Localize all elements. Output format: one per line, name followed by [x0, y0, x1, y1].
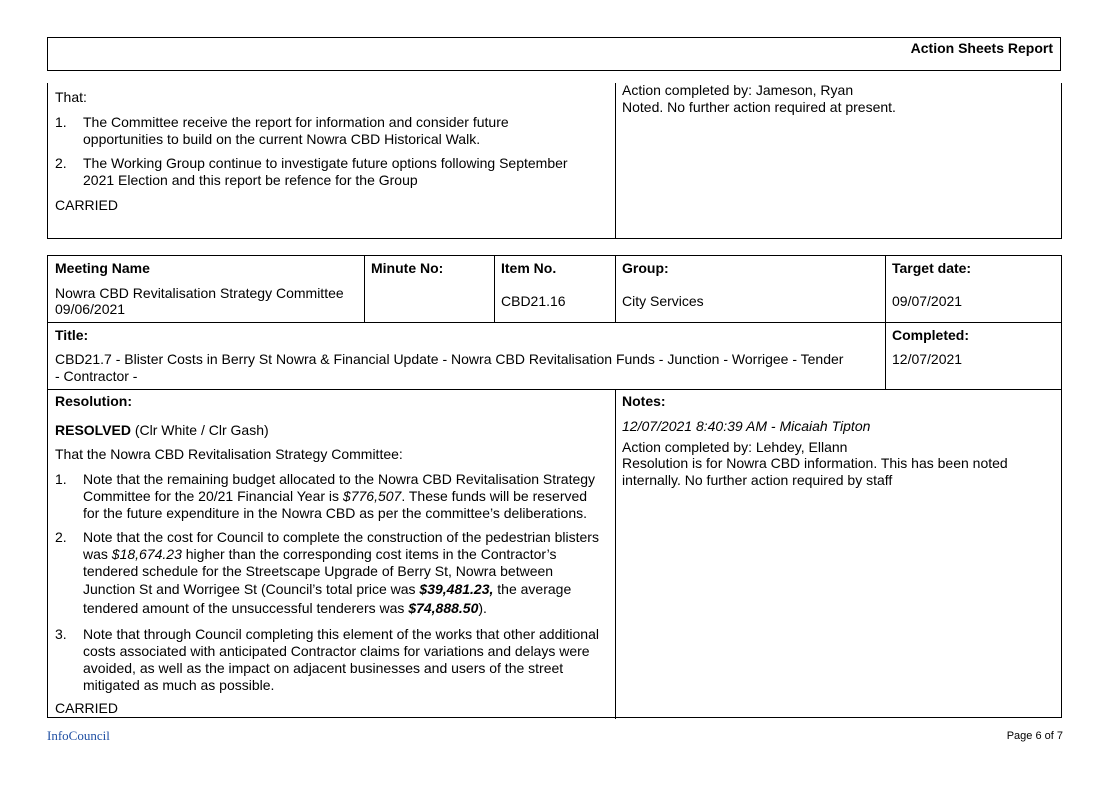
amount: $74,888.50 — [408, 600, 479, 616]
item-number: 2. — [55, 529, 67, 545]
title-label: Title: — [55, 327, 89, 343]
notes-line: Resolution is for Nowra CBD information. This has been noted — [622, 455, 1008, 471]
infocouncil-logo: InfoCouncil — [47, 728, 110, 743]
item-number: 3. — [55, 626, 67, 642]
title-value: CBD21.7 - Blister Costs in Berry St Nowra & Financial Update - Nowra CBD Revitalisation Funds - Junction - Worrigee - Tender — [55, 351, 844, 367]
item-text-line: 2021 Election and this report be refence for the Group — [83, 172, 418, 188]
movers: (Clr White / Clr Gash) — [130, 422, 269, 438]
text-fragment: higher than the corresponding cost items in the Contractor’s — [181, 546, 557, 562]
item-text-line: Note that through Council completing this element of the works that other additional — [83, 626, 599, 642]
notes-label: Notes: — [622, 393, 666, 409]
item-text-line: mitigated as much as possible. — [83, 677, 275, 693]
carried-label: CARRIED — [55, 197, 119, 213]
page-number: Page 6 of 7 — [1006, 730, 1063, 742]
group-value: City Services — [622, 293, 704, 309]
item-number: 1. — [55, 471, 67, 487]
resolution-intro: That the Nowra CBD Revitalisation Strategy Committee: — [55, 446, 403, 462]
notes-line: Action completed by: Lehdey, Ellann — [622, 439, 848, 455]
minute-no-label: Minute No: — [371, 260, 444, 276]
resolved-line — [55, 422, 269, 439]
item-text-line: costs associated with anticipated Contractor claims for variations and delays were — [83, 643, 590, 659]
item-text-line: opportunities to build on the current Nowra CBD Historical Walk. — [83, 131, 481, 147]
action-sheet-table — [47, 255, 1062, 718]
item-number: 2. — [55, 155, 67, 171]
report-header — [47, 37, 1061, 71]
resolution-label: Resolution: — [55, 393, 132, 409]
item-text-line: The Working Group continue to investigate future options following September — [83, 155, 568, 171]
completed-label: Completed: — [892, 327, 969, 343]
target-date-label: Target date: — [892, 260, 972, 276]
item-no-value: CBD21.16 — [501, 293, 566, 309]
amount: $39,481.23, — [419, 581, 494, 597]
group-label: Group: — [622, 260, 669, 276]
that-label: That: — [55, 89, 87, 105]
item-text-line: Note that the remaining budget allocated to the Nowra CBD Revitalisation Strategy — [83, 471, 596, 487]
text-fragment: tendered amount of the unsuccessful tenderers was — [83, 600, 409, 616]
item-text-line: Note that the cost for Council to complete the construction of the pedestrian blisters — [83, 529, 599, 545]
amount: $776,507 — [342, 488, 402, 504]
item-text-line — [83, 546, 556, 563]
text-fragment: Committee for the 20/21 Financial Year is — [83, 488, 343, 504]
item-text-line: avoided, as well as the impact on adjacent businesses and users of the street — [83, 660, 564, 676]
meeting-name-label: Meeting Name — [55, 260, 150, 276]
item-text-line — [83, 600, 487, 617]
item-text-line: for the future expenditure in the Nowra CBD as per the committee’s deliberations. — [83, 505, 587, 521]
notes-line: Action completed by: Jameson, Ryan — [622, 82, 854, 98]
meeting-date-value: 09/06/2021 — [55, 301, 126, 317]
item-text-line: tendered schedule for the Streetscape Upgrade of Berry St, Nowra between — [83, 563, 554, 579]
target-date-value: 09/07/2021 — [892, 293, 963, 309]
continuation-table — [47, 83, 1062, 239]
item-text-line — [83, 581, 571, 598]
meeting-name-value: Nowra CBD Revitalisation Strategy Committee — [55, 285, 344, 301]
report-title: Action Sheets Report — [910, 40, 1053, 56]
text-fragment: . These funds will be reserved — [401, 488, 588, 504]
text-fragment: the average — [493, 581, 572, 597]
item-number: 1. — [55, 114, 67, 130]
title-value-continued: - Contractor - — [55, 368, 138, 384]
notes-line: Noted. No further action required at present. — [622, 99, 896, 115]
notes-line: internally. No further action required by staff — [622, 472, 893, 488]
amount: $18,674.23 — [111, 546, 182, 562]
completed-value: 12/07/2021 — [892, 351, 963, 367]
text-fragment: Junction St and Worrigee St (Council’s total price was — [83, 581, 420, 597]
item-text-line: The Committee receive the report for information and consider future — [83, 114, 509, 130]
continuation-notes-cell — [616, 83, 1061, 238]
item-no-label: Item No. — [501, 260, 557, 276]
notes-timestamp: 12/07/2021 8:40:39 AM - Micaiah Tipton — [622, 418, 871, 434]
continuation-resolution-cell — [48, 83, 616, 238]
text-fragment: ). — [478, 600, 487, 616]
resolved-keyword: RESOLVED — [55, 422, 131, 438]
text-fragment: was — [83, 546, 112, 562]
carried-label: CARRIED — [55, 700, 119, 716]
item-text-line — [83, 488, 587, 505]
